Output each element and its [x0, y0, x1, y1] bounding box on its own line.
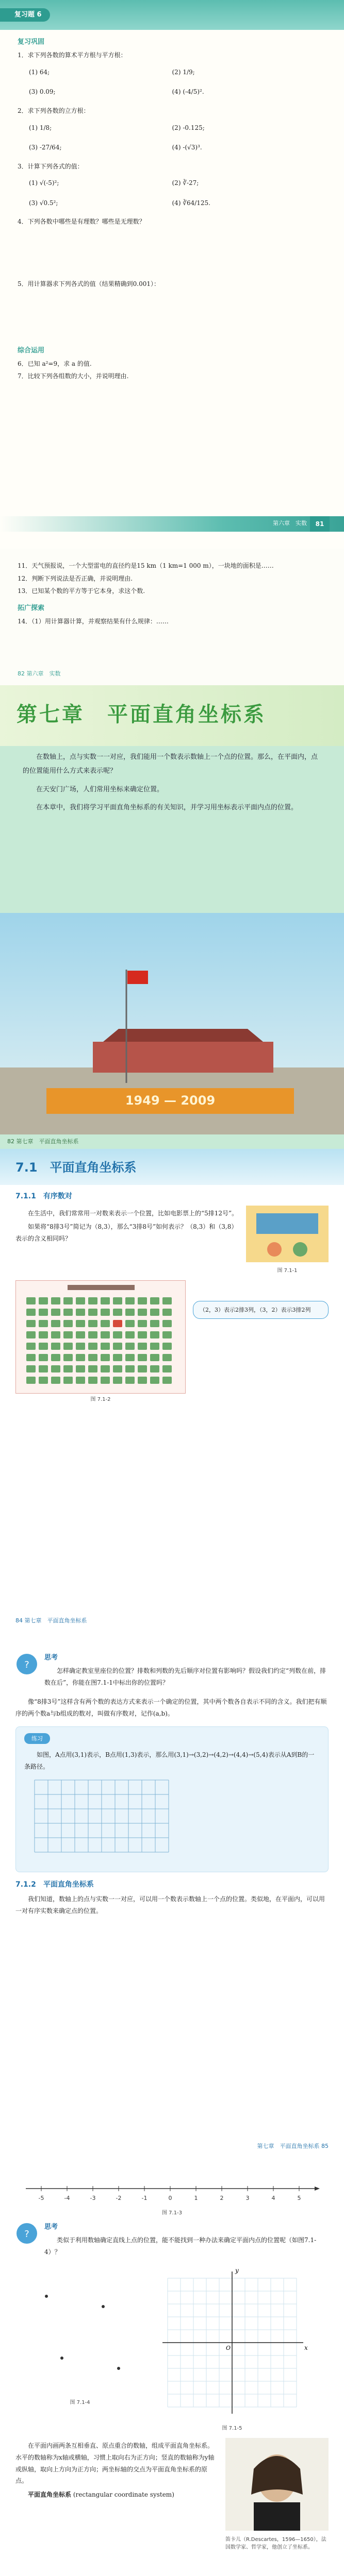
seat	[125, 1297, 135, 1304]
stage	[68, 1285, 135, 1290]
seat	[101, 1309, 110, 1316]
seat	[63, 1320, 73, 1327]
seat	[150, 1297, 159, 1304]
seat	[150, 1365, 159, 1372]
subsection-title: 7.1.2 平面直角坐标系	[15, 1880, 94, 1889]
review-q3-item: (2) ∛-27;	[172, 179, 199, 187]
think-icon	[15, 2222, 38, 2245]
seat	[125, 1309, 135, 1316]
review-q3-item: (1) √(-5)²;	[29, 179, 59, 187]
tick-label: 3	[245, 2195, 250, 2201]
figure-caption: 图 7.1-2	[90, 1396, 111, 1402]
review-section-consolidate: 复习巩固	[18, 38, 45, 46]
seat	[88, 1297, 97, 1304]
seat	[125, 1343, 135, 1350]
speech-bubble: （2，3）表示2排3列，（3，2）表示3排2列	[193, 1301, 329, 1319]
review-q2-item: (4) -(√3)³.	[172, 144, 202, 151]
seat	[150, 1354, 159, 1361]
review-q3-items	[18, 174, 326, 214]
tick-label: -4	[64, 2195, 70, 2201]
paragraph: 我们知道，数轴上的点与实数一一对应，可以用一个数表示数轴上一个点的位置。类似地，在平面内，可以用一对有序实数来确定点的位置。	[15, 1895, 325, 1915]
think-title: 思考	[44, 2223, 58, 2231]
figure-caption: 图 7.1-5	[222, 2426, 242, 2432]
figure-caption: 图 7.1-3	[161, 2210, 183, 2216]
seat	[101, 1331, 110, 1338]
seat	[63, 1365, 73, 1372]
section-title: 7.1 平面直角坐标系	[15, 1160, 137, 1175]
page-82-footer	[18, 669, 61, 678]
review-q1-item: (2) 1/9;	[172, 68, 195, 76]
review-q2-item: (3) -27/64;	[29, 144, 62, 151]
seat	[113, 1354, 122, 1361]
seat	[138, 1377, 147, 1384]
figure-row	[15, 2265, 329, 2433]
term-english: (rectangular coordinate system)	[73, 2491, 174, 2499]
photo-flag	[127, 971, 148, 984]
seat	[39, 1354, 48, 1361]
seat	[162, 1320, 172, 1327]
photo-banner-text: 1949 — 2009	[125, 1093, 216, 1108]
seat	[101, 1377, 110, 1384]
seat	[39, 1297, 48, 1304]
tiananmen-photo	[0, 913, 344, 1134]
review-q4-space	[18, 230, 326, 276]
review-q1-items	[18, 63, 326, 103]
tick-label: 0	[168, 2195, 172, 2201]
point-a	[45, 2295, 48, 2298]
cover-paragraph: 在本章中，我们将学习平面直角坐标系的有关知识，并学习用坐标表示平面内点的位置。	[36, 803, 298, 811]
seat	[162, 1297, 172, 1304]
seat	[63, 1377, 73, 1384]
review-q3-item: (4) ∛64/125.	[172, 199, 210, 207]
tick-label: -3	[90, 2195, 96, 2201]
seat	[88, 1377, 97, 1384]
seat	[88, 1354, 97, 1361]
illustration-person	[267, 1242, 282, 1257]
seat	[113, 1343, 122, 1350]
seat	[26, 1297, 36, 1304]
review-q4: 4．下列各数中哪些是有理数？哪些是无理数？	[18, 218, 145, 226]
point-b	[102, 2305, 105, 2308]
seat	[113, 1365, 122, 1372]
seat	[150, 1377, 159, 1384]
review-q1: 1．求下列各数的算术平方根与平方根：	[18, 52, 127, 59]
illustration-screen	[256, 1213, 318, 1234]
seat	[26, 1377, 36, 1384]
seat	[88, 1331, 97, 1338]
tick-label: -1	[141, 2195, 148, 2201]
page-label: 第七章 平面直角坐标系	[16, 1138, 79, 1145]
review-q5-space	[18, 292, 326, 338]
review-q2-item: (1) 1/8;	[29, 124, 52, 131]
review-q1-item: (3) 0.09;	[29, 88, 56, 96]
seat	[39, 1377, 48, 1384]
page-number: 84	[15, 1617, 23, 1624]
seat	[76, 1354, 85, 1361]
paragraph: 如果将“8排3号”简记为（8,3），那么“3排8号”如何表示？（8,3）和（3,8）表示的含义相同吗？	[15, 1223, 238, 1243]
page-label: 第七章 平面直角坐标系	[257, 2142, 320, 2149]
point-c	[60, 2357, 63, 2360]
review-header-tag: 复习题 6	[0, 8, 50, 22]
page-85	[0, 1633, 344, 2159]
think-title: 思考	[44, 1654, 58, 1662]
photo-gate-wall	[93, 1042, 273, 1073]
seat	[101, 1365, 110, 1372]
seat-figure-row	[15, 1280, 329, 1394]
paragraph: 在生活中，我们常常用一对数来表示一个位置，比如电影票上的“5排12号”。	[28, 1209, 238, 1217]
seat	[76, 1377, 85, 1384]
seat	[138, 1320, 147, 1327]
seat	[101, 1354, 110, 1361]
cover-footer	[7, 1137, 79, 1146]
section-explore: 拓广探索	[18, 604, 45, 612]
section-footer	[15, 1616, 87, 1625]
q11: 11．天气预报说，一个大型雷电的直径约是15 km（1 km=1 000 m），一块地的面积是……	[18, 562, 274, 569]
seat	[51, 1331, 60, 1338]
review-page-number: 81	[310, 516, 330, 532]
term: 平面直角坐标系	[28, 2491, 72, 2499]
page-85-footer	[257, 2142, 329, 2150]
seat	[63, 1343, 73, 1350]
figure-7-1-1	[246, 1206, 329, 1275]
practice-box	[15, 1726, 329, 1872]
seat	[138, 1331, 147, 1338]
seat	[150, 1320, 159, 1327]
seat	[113, 1297, 122, 1304]
seat	[26, 1309, 36, 1316]
review-q3: 3．计算下列各式的值：	[18, 162, 84, 170]
tick-label: -5	[38, 2195, 44, 2201]
seating-grid	[16, 1281, 186, 1394]
chapter-title-band	[0, 685, 344, 746]
chapter-title: 第七章 平面直角坐标系	[17, 702, 266, 726]
seat	[125, 1377, 135, 1384]
think-text: 怎样确定教室里座位的位置？排数和列数的先后顺序对位置有影响吗？假设我们约定“列数在前，排数在后”，你能在图7.1-1中标出你的位置吗？	[44, 1667, 326, 1686]
review-q1-item: (4) (-4/5)².	[172, 88, 204, 96]
section-7-1-page	[0, 1149, 344, 1633]
seat	[51, 1320, 60, 1327]
tick-label: -2	[116, 2195, 122, 2201]
tick-label: 4	[271, 2195, 275, 2201]
definition-row	[15, 2438, 329, 2552]
seat	[125, 1354, 135, 1361]
seat	[101, 1343, 110, 1350]
seat	[125, 1331, 135, 1338]
seat	[39, 1365, 48, 1372]
arrow-icon	[315, 2187, 320, 2191]
review-q3-item: (3) √0.5²;	[29, 199, 58, 207]
think-content	[44, 2222, 329, 2260]
seat	[113, 1331, 122, 1338]
review-section-apply: 综合运用	[18, 346, 45, 354]
review-q2: 2．求下列各数的立方根：	[18, 107, 90, 114]
term-line	[15, 2489, 217, 2501]
page-number: 82	[18, 670, 25, 677]
cover-paragraph: 在数轴上，点与实数一一对应，我们能用一个数表示数轴上一个点的位置。那么，在平面内，点的位置能用什么方式来表示呢？	[23, 753, 318, 775]
seat	[39, 1343, 48, 1350]
q12: 12．判断下列说法是否正确，并说明理由.	[18, 574, 133, 582]
seat	[150, 1343, 159, 1350]
seat	[138, 1297, 147, 1304]
seat	[125, 1320, 135, 1327]
seat	[76, 1343, 85, 1350]
seat	[26, 1331, 36, 1338]
y-axis-label: y	[235, 2266, 239, 2274]
definition-text	[15, 2438, 217, 2552]
seat	[51, 1377, 60, 1384]
seat	[51, 1309, 60, 1316]
seat	[76, 1309, 85, 1316]
paragraph: 像“8排3号”这样含有两个数的表达方式来表示一个确定的位置，其中两个数各自表示不同的含义。我们把有顺序的两个数a与b组成的数对，叫做有序数对，记作(a,b)。	[15, 1698, 327, 1717]
intro-row	[15, 1206, 329, 1275]
think-block	[15, 1653, 329, 1691]
seat	[51, 1354, 60, 1361]
scattered-points-figure	[15, 2265, 144, 2394]
seat	[26, 1354, 36, 1361]
review-q5: 5．用计算器求下列各式的值（结果精确到0.001）：	[18, 280, 160, 288]
seat	[63, 1297, 73, 1304]
seat	[162, 1377, 172, 1384]
seat	[76, 1320, 85, 1327]
seat	[63, 1309, 73, 1316]
seat	[162, 1331, 172, 1338]
seat	[162, 1354, 172, 1361]
seat	[101, 1297, 110, 1304]
page-82	[0, 549, 344, 685]
seat	[101, 1320, 110, 1327]
seat	[138, 1365, 147, 1372]
x-axis-label: x	[304, 2344, 308, 2351]
review-q7: 7．比较下列各组数的大小，并说明理由.	[18, 372, 129, 380]
seat	[88, 1309, 97, 1316]
review-footer-label: 第六章 实数	[273, 520, 307, 527]
cinema-illustration	[246, 1206, 329, 1262]
page-number: 82	[7, 1138, 14, 1145]
review-page	[0, 0, 344, 549]
tick-label: 5	[297, 2195, 301, 2201]
descartes-portrait	[225, 2438, 329, 2531]
figure-caption: 图 7.1-4	[70, 2400, 90, 2406]
page-label: 第七章 平面直角坐标系	[24, 1617, 87, 1624]
seat	[150, 1309, 159, 1316]
think-content	[44, 1653, 329, 1691]
seat	[162, 1343, 172, 1350]
bubble-area	[193, 1280, 329, 1394]
review-header-band	[0, 0, 344, 30]
practice-grid	[24, 1775, 179, 1862]
chapter-cover	[0, 685, 344, 1149]
intro-text	[15, 1206, 239, 1275]
number-line	[15, 2173, 325, 2204]
review-q6: 6．已知 a²=9，求 a 的值.	[18, 360, 92, 367]
practice-tag: 练习	[24, 1733, 50, 1744]
seat	[138, 1343, 147, 1350]
seat	[26, 1320, 36, 1327]
seat	[51, 1297, 60, 1304]
seat	[113, 1309, 122, 1316]
section-title-band	[0, 1149, 344, 1185]
seat	[63, 1354, 73, 1361]
seat	[113, 1320, 122, 1327]
seating-chart	[15, 1280, 186, 1394]
think-text: 类似于利用数轴确定直线上点的位置，能不能找到一种办法来确定平面内点的位置呢（如图7.1-4）？	[44, 2236, 317, 2256]
cover-paragraph: 在天安门广场，人们常用坐标来确定位置。	[36, 785, 164, 793]
seat	[51, 1365, 60, 1372]
portrait-card	[225, 2438, 329, 2552]
point-d	[117, 2367, 120, 2370]
seat	[51, 1343, 60, 1350]
svg-text:?: ?	[24, 1659, 29, 1670]
seat	[113, 1377, 122, 1384]
tick-label: 2	[220, 2195, 224, 2201]
seat	[138, 1354, 147, 1361]
seat	[76, 1331, 85, 1338]
illustration-person	[293, 1242, 307, 1257]
tick-label: 1	[194, 2195, 198, 2201]
svg-text:?: ?	[24, 2229, 29, 2240]
seat	[76, 1297, 85, 1304]
figure-7-1-5	[155, 2265, 309, 2433]
seat	[125, 1365, 135, 1372]
review-footer-band	[0, 516, 344, 532]
portrait-caption: 笛卡儿（R.Descartes，1596—1650），法国数学家、哲学家，他创立了坐标系。	[225, 2536, 326, 2551]
paragraph: 在平面内画两条互相垂直、原点重合的数轴，组成平面直角坐标系。水平的数轴称为x轴或横轴，习惯上取向右为正方向；竖直的数轴称为y轴或纵轴，取向上方向为正方向；两坐标轴的交点为平面直角坐标系的原点。	[15, 2442, 215, 2485]
page-number: 85	[321, 2142, 329, 2149]
seat	[88, 1365, 97, 1372]
seat	[88, 1343, 97, 1350]
seat	[63, 1331, 73, 1338]
seat	[138, 1309, 147, 1316]
seat	[88, 1320, 97, 1327]
figure-caption: 图 7.1-1	[277, 1268, 298, 1274]
think-block	[15, 2222, 329, 2260]
think-icon	[15, 1653, 38, 1675]
seat	[162, 1309, 172, 1316]
review-q1-item: (1) 64;	[29, 68, 50, 76]
origin-label: O	[226, 2344, 231, 2351]
subsection-title: 7.1.1 有序数对	[15, 1192, 72, 1200]
coordinate-grid	[155, 2265, 309, 2420]
practice-text: 如图，A点用(3,1)表示，B点用(1,3)表示，那么用(3,1)→(3,2)→(4,2)→(4,4)→(5,4)表示从A到B的一条路径。	[24, 1751, 315, 1771]
q13: 13．已知某个数的平方等于它本身，求这个数.	[18, 587, 145, 595]
q14: 14．（1）用计算器计算，并观察结果有什么规律：……	[18, 617, 169, 625]
page-label: 第六章 实数	[26, 670, 61, 677]
review-q2-item: (2) -0.125;	[172, 124, 205, 131]
page-86	[0, 2159, 344, 2576]
seat	[76, 1365, 85, 1372]
seat	[39, 1320, 48, 1327]
seat	[26, 1343, 36, 1350]
review-q2-items	[18, 119, 326, 159]
seat	[39, 1331, 48, 1338]
seat	[39, 1309, 48, 1316]
figure-7-1-4	[15, 2265, 144, 2433]
seat	[26, 1365, 36, 1372]
seat	[162, 1365, 172, 1372]
seat	[150, 1331, 159, 1338]
